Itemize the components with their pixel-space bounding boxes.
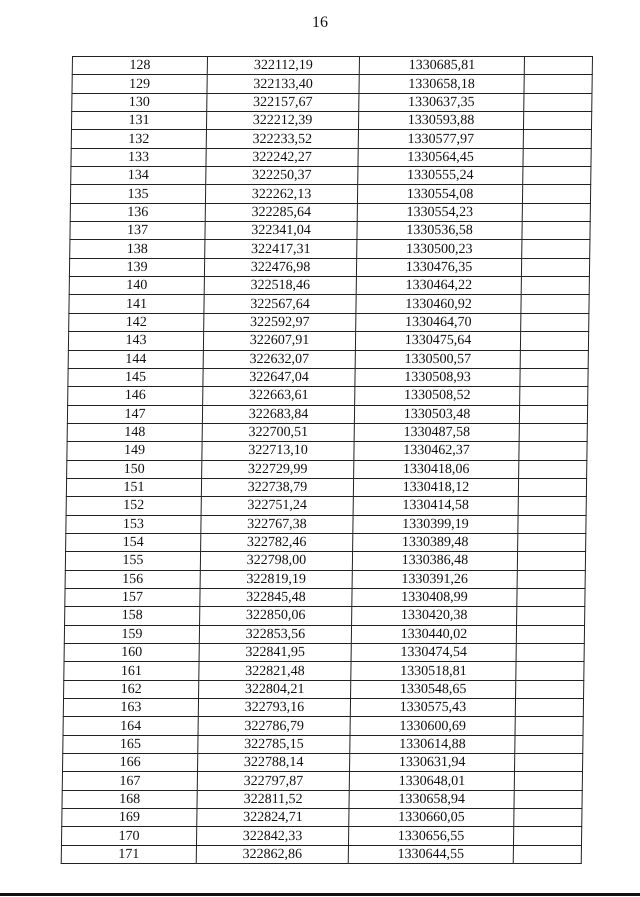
page-bottom-border [0,893,640,896]
x-coordinate-cell: 322518,46 [204,277,356,295]
point-number-cell: 158 [65,607,200,625]
table-row [64,625,584,643]
y-coordinate-cell: 1330418,12 [353,478,518,496]
x-coordinate-cell: 322788,14 [198,754,350,772]
y-coordinate-cell: 1330658,18 [359,75,524,93]
y-coordinate-cell: 1330440,02 [351,625,516,643]
x-coordinate-cell: 322647,04 [203,368,355,386]
empty-cell [515,717,583,735]
table-row [66,478,586,496]
point-number-cell: 129 [72,75,207,93]
point-number-cell: 159 [64,625,199,643]
y-coordinate-cell: 1330418,06 [354,460,519,478]
empty-cell [522,203,590,221]
table-row [65,607,585,625]
empty-cell [517,570,585,588]
table-row [70,185,590,203]
x-coordinate-cell: 322700,51 [202,423,354,441]
x-coordinate-cell: 322133,40 [207,75,359,93]
y-coordinate-cell: 1330660,05 [349,809,514,827]
point-number-cell: 150 [67,460,202,478]
y-coordinate-cell: 1330648,01 [349,772,514,790]
table-row [72,93,592,111]
empty-cell [518,497,586,515]
empty-cell [518,478,586,496]
empty-cell [520,350,588,368]
y-coordinate-cell: 1330554,08 [357,185,522,203]
point-number-cell: 162 [64,680,199,698]
empty-cell [523,148,591,166]
table-row [64,644,584,662]
empty-cell [520,368,588,386]
point-number-cell: 170 [61,827,196,845]
table-row [71,130,591,148]
x-coordinate-cell: 322663,61 [203,387,355,405]
point-number-cell: 139 [69,258,204,276]
x-coordinate-cell: 322842,33 [196,827,348,845]
empty-cell [517,607,585,625]
y-coordinate-cell: 1330464,22 [356,277,521,295]
point-number-cell: 166 [63,754,198,772]
table-row [70,240,590,258]
x-coordinate-cell: 322845,48 [200,588,352,606]
table-row [72,75,592,93]
coordinates-table [61,56,593,864]
x-coordinate-cell: 322729,99 [202,460,354,478]
table-row [68,368,588,386]
table-row [62,809,582,827]
empty-cell [516,662,584,680]
empty-cell [515,754,583,772]
table-row [66,533,586,551]
empty-cell [520,332,588,350]
empty-cell [521,277,589,295]
y-coordinate-cell: 1330399,19 [353,515,518,533]
x-coordinate-cell: 322250,37 [206,167,358,185]
point-number-cell: 145 [68,368,203,386]
empty-cell [515,699,583,717]
y-coordinate-cell: 1330536,58 [357,222,522,240]
table-row [66,497,586,515]
coordinates-table-body [61,57,592,864]
point-number-cell: 142 [69,313,204,331]
point-number-cell: 144 [68,350,203,368]
point-number-cell: 138 [70,240,205,258]
point-number-cell: 153 [66,515,201,533]
x-coordinate-cell: 322476,98 [204,258,356,276]
x-coordinate-cell: 322853,56 [199,625,351,643]
x-coordinate-cell: 322738,79 [201,478,353,496]
x-coordinate-cell: 322683,84 [202,405,354,423]
point-number-cell: 146 [68,387,203,405]
point-number-cell: 131 [71,112,206,130]
empty-cell [514,790,582,808]
point-number-cell: 165 [63,735,198,753]
x-coordinate-cell: 322607,91 [203,332,355,350]
y-coordinate-cell: 1330420,38 [352,607,517,625]
y-coordinate-cell: 1330464,70 [356,313,521,331]
table-row [69,258,589,276]
point-number-cell: 161 [64,662,199,680]
x-coordinate-cell: 322811,52 [197,790,349,808]
x-coordinate-cell: 322592,97 [204,313,356,331]
empty-cell [516,625,584,643]
y-coordinate-cell: 1330508,52 [355,387,520,405]
y-coordinate-cell: 1330577,97 [358,130,523,148]
point-number-cell: 169 [62,809,197,827]
x-coordinate-cell: 322751,24 [201,497,353,515]
y-coordinate-cell: 1330414,58 [353,497,518,515]
table-row [65,570,585,588]
y-coordinate-cell: 1330555,24 [358,167,523,185]
empty-cell [521,295,589,313]
table-row [63,754,583,772]
x-coordinate-cell: 322793,16 [198,699,350,717]
y-coordinate-cell: 1330389,48 [353,533,518,551]
y-coordinate-cell: 1330593,88 [358,112,523,130]
x-coordinate-cell: 322242,27 [206,148,358,166]
table-row [71,167,591,185]
y-coordinate-cell: 1330656,55 [348,827,513,845]
x-coordinate-cell: 322262,13 [205,185,357,203]
empty-cell [516,644,584,662]
empty-cell [514,772,582,790]
empty-cell [519,460,587,478]
empty-cell [517,588,585,606]
empty-cell [523,130,591,148]
y-coordinate-cell: 1330391,26 [352,570,517,588]
point-number-cell: 160 [64,644,199,662]
x-coordinate-cell: 322786,79 [198,717,350,735]
table-row [68,350,588,368]
empty-cell [521,313,589,331]
empty-cell [519,423,587,441]
y-coordinate-cell: 1330554,23 [357,203,522,221]
point-number-cell: 134 [71,167,206,185]
table-row [69,277,589,295]
table-row [62,790,582,808]
point-number-cell: 155 [65,552,200,570]
empty-cell [513,827,581,845]
empty-cell [523,167,591,185]
y-coordinate-cell: 1330408,99 [352,588,517,606]
y-coordinate-cell: 1330637,35 [359,93,524,111]
point-number-cell: 157 [65,588,200,606]
point-number-cell: 164 [63,717,198,735]
x-coordinate-cell: 322821,48 [199,662,351,680]
empty-cell [515,735,583,753]
table-row [65,588,585,606]
table-row [65,552,585,570]
x-coordinate-cell: 322632,07 [203,350,355,368]
empty-cell [524,57,592,75]
y-coordinate-cell: 1330548,65 [351,680,516,698]
table-row [69,295,589,313]
empty-cell [518,515,586,533]
y-coordinate-cell: 1330386,48 [352,552,517,570]
y-coordinate-cell: 1330658,94 [349,790,514,808]
point-number-cell: 154 [66,533,201,551]
x-coordinate-cell: 322767,38 [201,515,353,533]
table-row [71,112,591,130]
y-coordinate-cell: 1330475,64 [355,332,520,350]
point-number-cell: 148 [67,423,202,441]
empty-cell [523,112,591,130]
empty-cell [524,75,592,93]
empty-cell [522,185,590,203]
empty-cell [524,93,592,111]
y-coordinate-cell: 1330644,55 [348,845,513,863]
y-coordinate-cell: 1330474,54 [351,644,516,662]
empty-cell [517,552,585,570]
coordinates-table-wrapper [61,56,592,864]
table-row [64,680,584,698]
x-coordinate-cell: 322341,04 [205,222,357,240]
x-coordinate-cell: 322804,21 [199,680,351,698]
x-coordinate-cell: 322112,19 [207,57,359,75]
empty-cell [518,533,586,551]
y-coordinate-cell: 1330476,35 [356,258,521,276]
point-number-cell: 132 [71,130,206,148]
x-coordinate-cell: 322212,39 [206,112,358,130]
point-number-cell: 137 [70,222,205,240]
x-coordinate-cell: 322785,15 [198,735,350,753]
table-row [67,442,587,460]
y-coordinate-cell: 1330575,43 [350,699,515,717]
table-row [62,772,582,790]
x-coordinate-cell: 322233,52 [206,130,358,148]
empty-cell [516,680,584,698]
table-row [61,827,581,845]
table-row [68,332,588,350]
empty-cell [513,845,581,863]
table-row [72,57,592,75]
x-coordinate-cell: 322798,00 [200,552,352,570]
x-coordinate-cell: 322567,64 [204,295,356,313]
point-number-cell: 152 [66,497,201,515]
x-coordinate-cell: 322824,71 [197,809,349,827]
page-number: 16 [312,14,328,31]
x-coordinate-cell: 322841,95 [199,644,351,662]
point-number-cell: 147 [67,405,202,423]
x-coordinate-cell: 322797,87 [197,772,349,790]
y-coordinate-cell: 1330460,92 [356,295,521,313]
point-number-cell: 141 [69,295,204,313]
table-row [61,845,581,863]
table-row [68,387,588,405]
x-coordinate-cell: 322819,19 [200,570,352,588]
y-coordinate-cell: 1330564,45 [358,148,523,166]
point-number-cell: 128 [72,57,207,75]
y-coordinate-cell: 1330508,93 [355,368,520,386]
empty-cell [522,240,590,258]
x-coordinate-cell: 322782,46 [201,533,353,551]
y-coordinate-cell: 1330462,37 [354,442,519,460]
empty-cell [521,258,589,276]
y-coordinate-cell: 1330487,58 [354,423,519,441]
point-number-cell: 163 [63,699,198,717]
table-row [67,460,587,478]
table-row [71,148,591,166]
table-row [70,222,590,240]
y-coordinate-cell: 1330631,94 [350,754,515,772]
table-row [64,662,584,680]
empty-cell [514,809,582,827]
empty-cell [519,405,587,423]
table-row [67,405,587,423]
point-number-cell: 135 [70,185,205,203]
y-coordinate-cell: 1330600,69 [350,717,515,735]
y-coordinate-cell: 1330685,81 [359,57,524,75]
x-coordinate-cell: 322417,31 [205,240,357,258]
point-number-cell: 168 [62,790,197,808]
x-coordinate-cell: 322157,67 [207,93,359,111]
table-row [63,717,583,735]
table-row [70,203,590,221]
y-coordinate-cell: 1330500,23 [357,240,522,258]
point-number-cell: 130 [72,93,207,111]
y-coordinate-cell: 1330518,81 [351,662,516,680]
table-row [69,313,589,331]
table-row [66,515,586,533]
empty-cell [519,442,587,460]
point-number-cell: 133 [71,148,206,166]
table-row [67,423,587,441]
x-coordinate-cell: 322862,86 [196,845,348,863]
point-number-cell: 136 [70,203,205,221]
table-row [63,699,583,717]
point-number-cell: 143 [68,332,203,350]
point-number-cell: 151 [66,478,201,496]
y-coordinate-cell: 1330503,48 [354,405,519,423]
point-number-cell: 156 [65,570,200,588]
point-number-cell: 167 [62,772,197,790]
empty-cell [520,387,588,405]
x-coordinate-cell: 322285,64 [205,203,357,221]
x-coordinate-cell: 322850,06 [200,607,352,625]
point-number-cell: 149 [67,442,202,460]
point-number-cell: 171 [61,845,196,863]
y-coordinate-cell: 1330500,57 [355,350,520,368]
empty-cell [522,222,590,240]
y-coordinate-cell: 1330614,88 [350,735,515,753]
table-row [63,735,583,753]
x-coordinate-cell: 322713,10 [202,442,354,460]
point-number-cell: 140 [69,277,204,295]
